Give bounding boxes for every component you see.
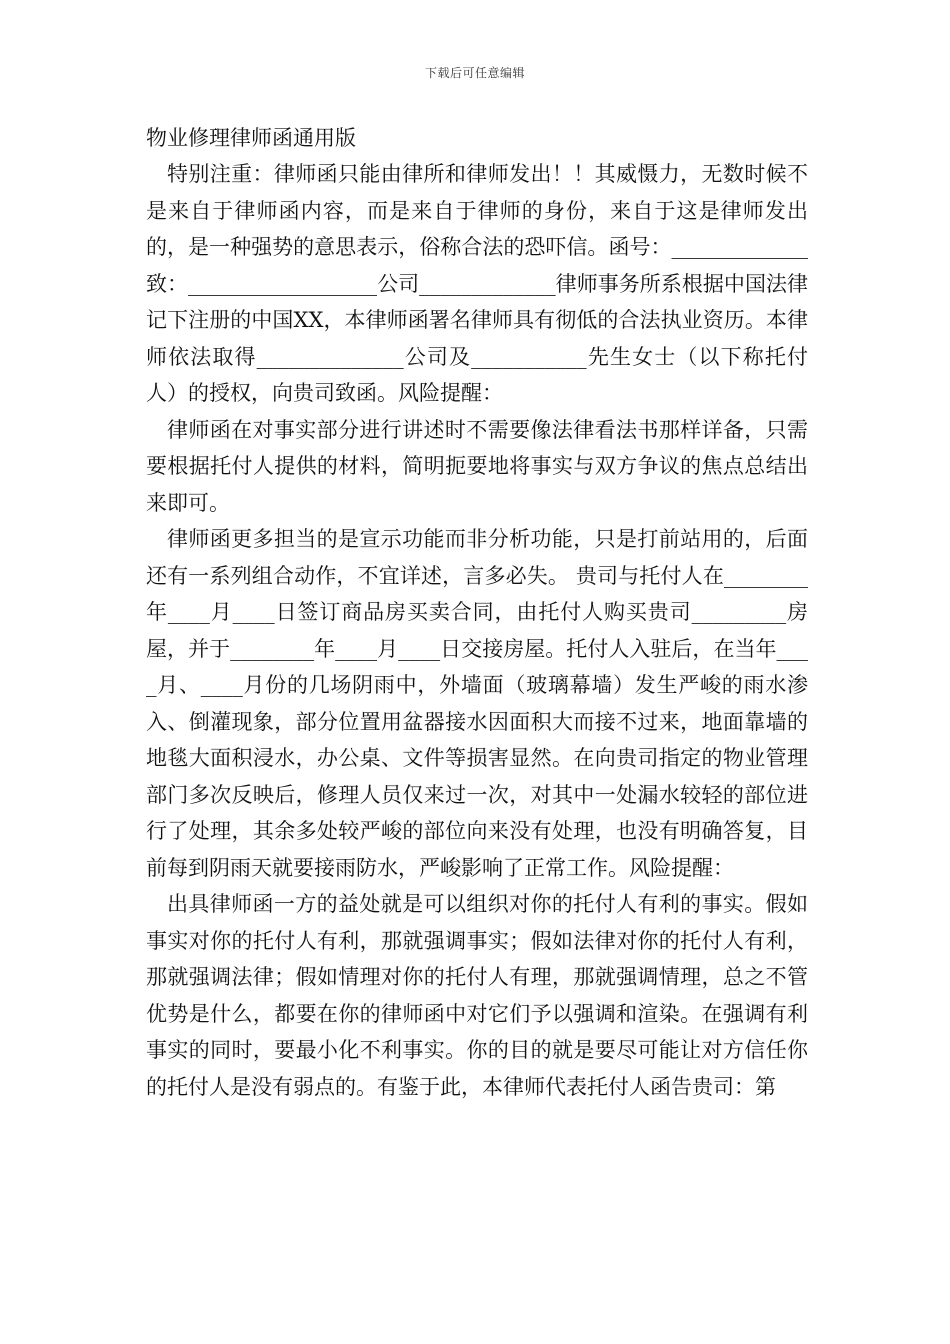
document-title: 物业修理律师函通用版: [146, 126, 356, 150]
document-body: [146, 120, 808, 1105]
paragraph-risk-1: 律师函在对事实部分进行讲述时不需要像法律看法书那样详备，只需要根据托付人提供的材料，简明扼要地将事实与双方争议的焦点总结出来即可。: [146, 417, 808, 515]
paragraph-risk-2: 出具律师函一方的益处就是可以组织对你的托付人有利的事实。假如事实对你的托付人有利，那就强调事实；假如法律对你的托付人有利，那就强调法律；假如情理对你的托付人有理，那就强调情理，总之不管优势是什么，都要在你的律师函中对它们予以强调和渲染。在强调有利事实的同时，要最小化不利事实。你的目的就是要尽可能让对方信任你的托付人是没有弱点的。有鉴于此，本律师代表托付人函告贵司：第: [146, 892, 808, 1099]
paragraph-special-note: 特别注重：律师函只能由律所和律师发出！！其威慑力，无数时候不是来自于律师函内容，而是来自于律师的身份，来自于这是律师发出的，是一种强势的意思表示，俗称合法的恐吓信。函号：_____________致：__________________公司_____________律师事务所系根据中国法律记下注册的中国XX，本律师函署名律师具有彻低的合法执业资历。本律师依法取得______________公司及___________先生女士（以下称托付人）的授权，向贵司致函。风险提醒：: [146, 162, 808, 405]
page-header-note: 下载后可任意编辑: [424, 66, 525, 80]
paragraph-facts: 律师函更多担当的是宣示功能而非分析功能，只是打前站用的，后面还有一系列组合动作，不宜详述，言多必失。 贵司与托付人在________年____月____日签订商品房买卖合同，由托付人购买贵司_________房屋，并于________年____月____日交接房屋。托付人入驻后，在当年____月、____月份的几场阴雨中，外墙面（玻璃幕墙）发生严峻的雨水渗入、倒灌现象，部分位置用盆器接水因面积大而接不过来，地面靠墙的地毯大面积浸水，办公桌、文件等损害显然。在向贵司指定的物业管理部门多次反映后，修理人员仅来过一次，对其中一处漏水较轻的部位进行了处理，其余多处较严峻的部位向来没有处理，也没有明确答复，目前每到阴雨天就要接雨防水，严峻影响了正常工作。风险提醒：: [146, 527, 808, 880]
